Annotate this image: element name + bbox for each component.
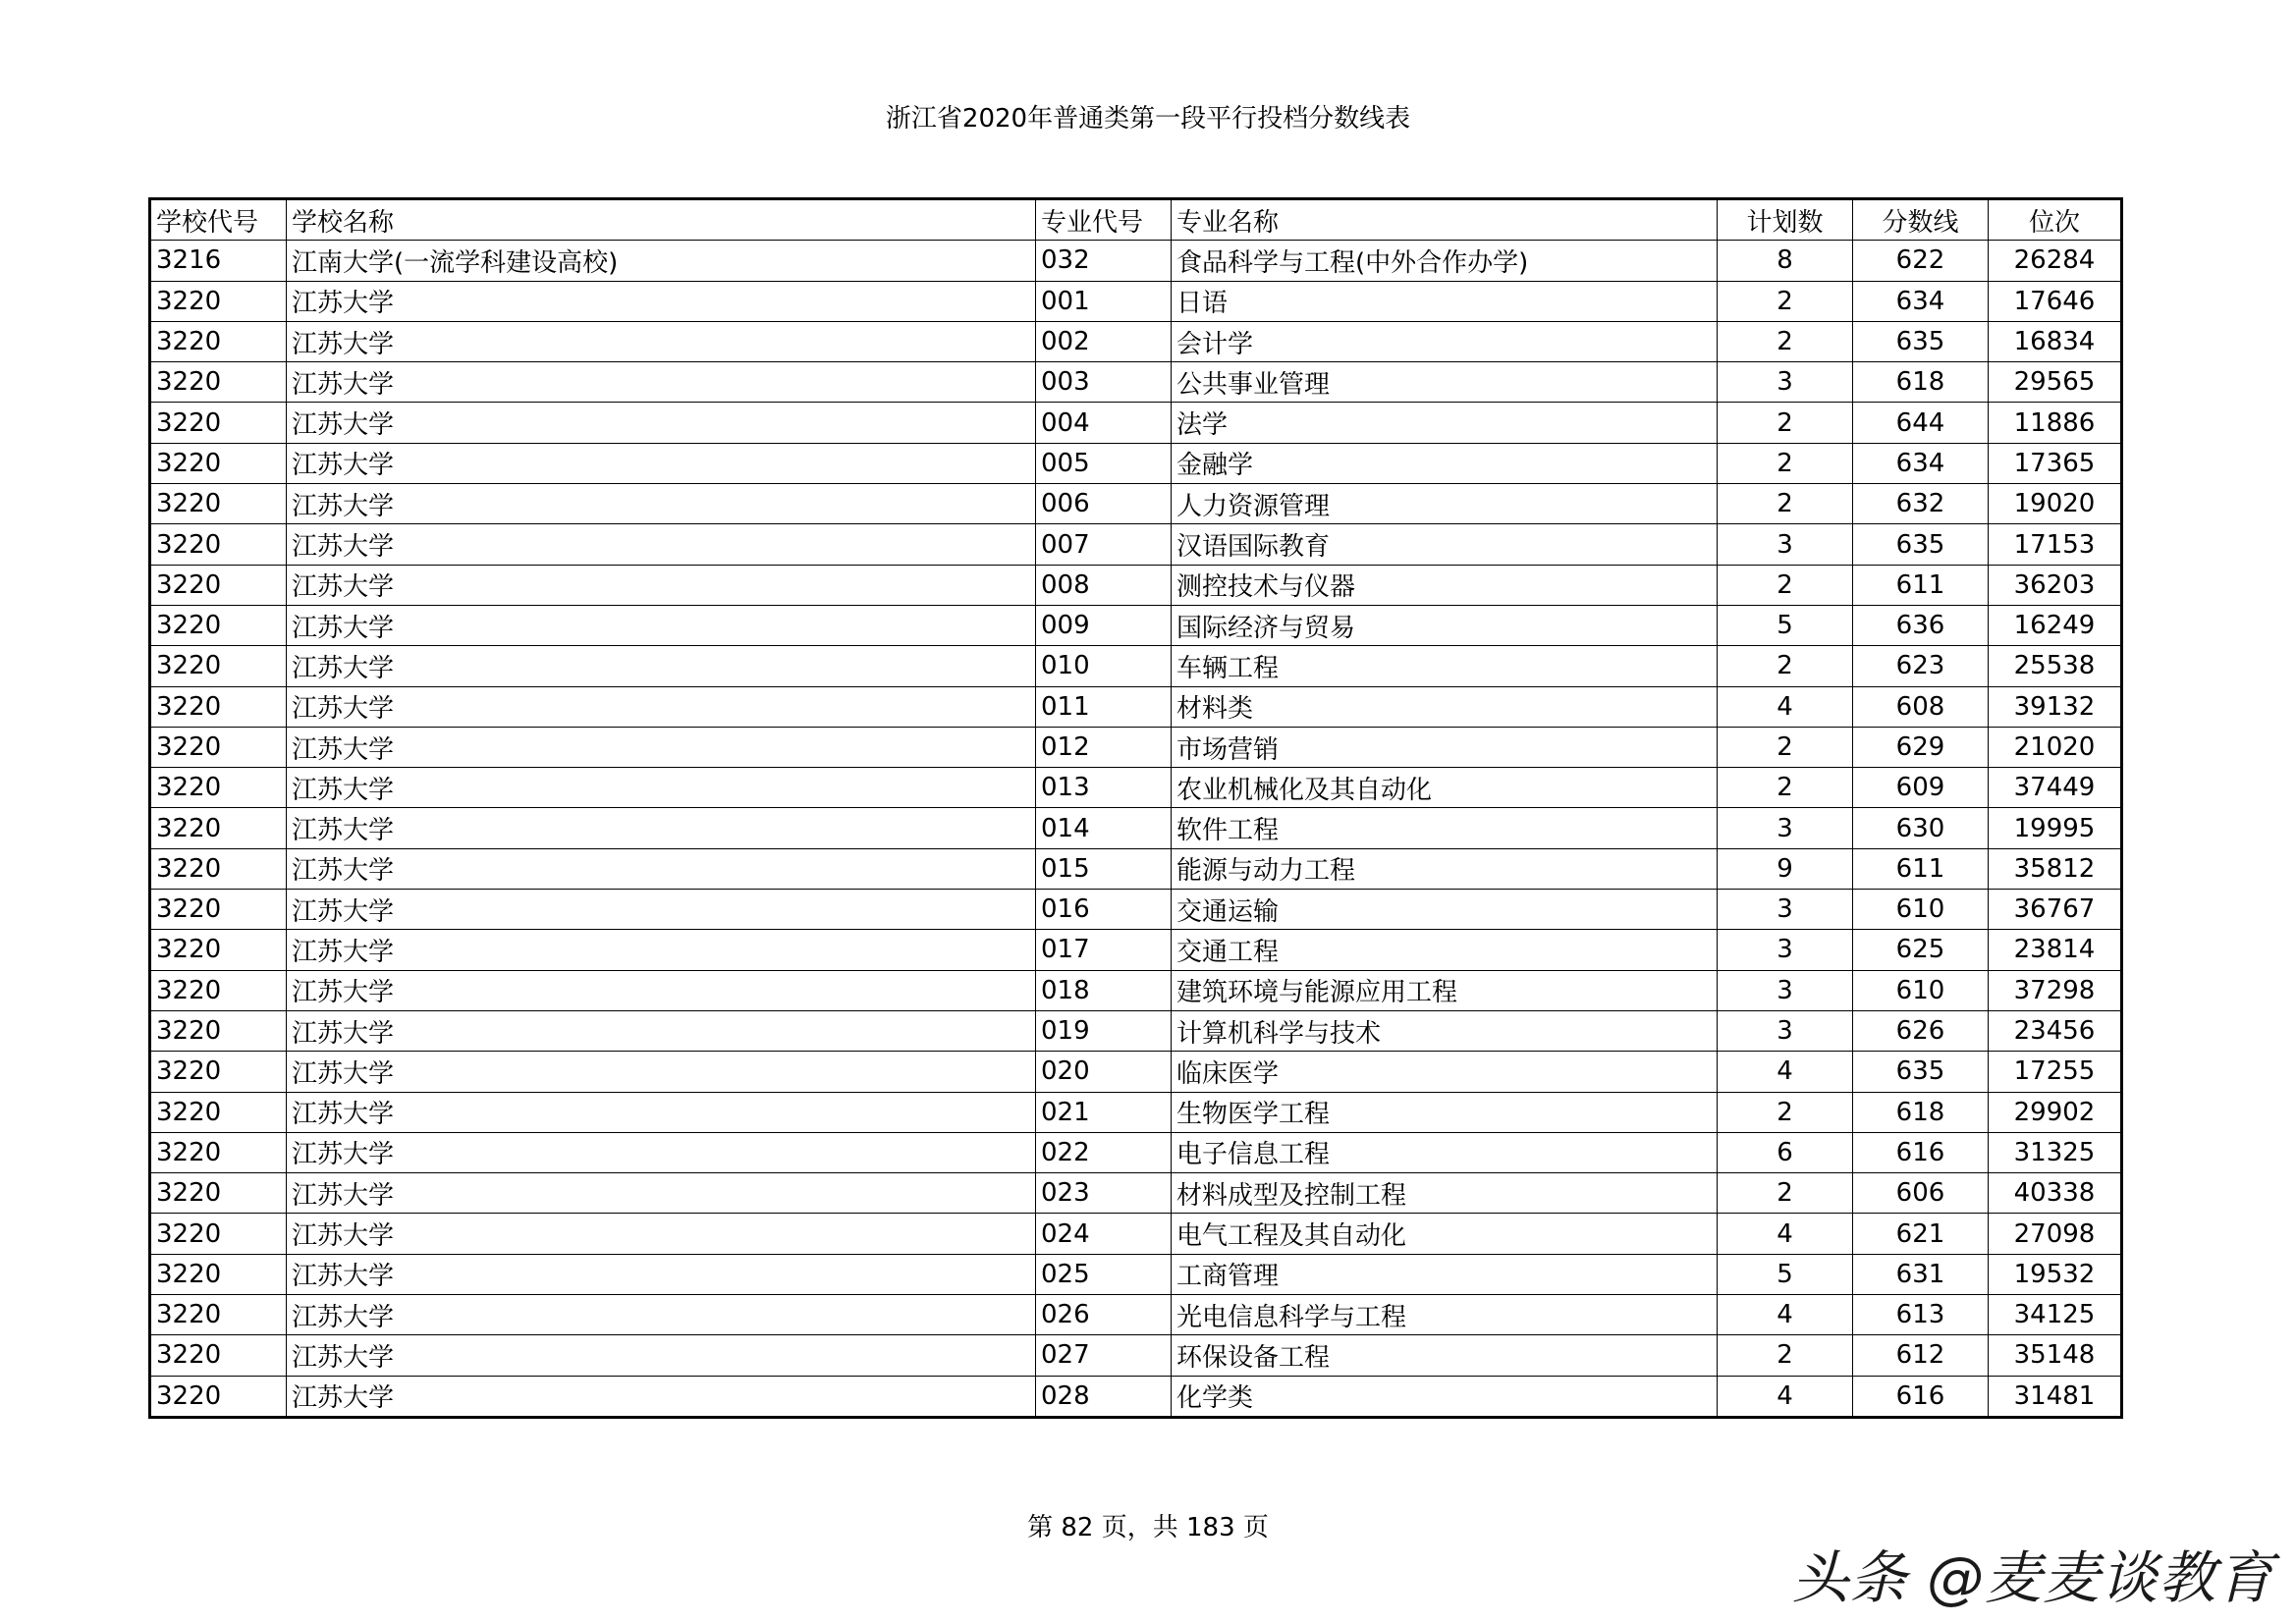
school-code-cell: 3220 <box>150 1376 287 1417</box>
rank-cell: 25538 <box>1989 646 2122 686</box>
major-name-cell: 计算机科学与技术 <box>1172 1010 1718 1051</box>
major-name-cell: 材料成型及控制工程 <box>1172 1173 1718 1214</box>
major-code-cell: 011 <box>1036 686 1172 727</box>
rank-cell: 11886 <box>1989 403 2122 443</box>
plan-count-cell: 4 <box>1718 1214 1853 1254</box>
score-line-cell: 629 <box>1853 727 1989 767</box>
rank-cell: 27098 <box>1989 1214 2122 1254</box>
rank-cell: 31325 <box>1989 1132 2122 1172</box>
major-name-cell: 化学类 <box>1172 1376 1718 1417</box>
school-code-cell: 3220 <box>150 1295 287 1335</box>
table-header-row <box>150 199 2122 241</box>
table-row <box>150 565 2122 605</box>
score-line-cell: 644 <box>1853 403 1989 443</box>
plan-count-cell: 3 <box>1718 524 1853 565</box>
major-code-cell: 007 <box>1036 524 1172 565</box>
major-code-cell: 006 <box>1036 484 1172 524</box>
score-line-cell: 612 <box>1853 1335 1989 1376</box>
major-name-cell: 环保设备工程 <box>1172 1335 1718 1376</box>
col-header-score-line: 分数线 <box>1853 199 1989 241</box>
table-row <box>150 1295 2122 1335</box>
score-line-cell: 636 <box>1853 605 1989 645</box>
school-code-cell: 3220 <box>150 1254 287 1294</box>
table-row <box>150 890 2122 930</box>
school-name-cell: 江苏大学 <box>287 808 1036 848</box>
table-row <box>150 646 2122 686</box>
school-name-cell: 江苏大学 <box>287 1376 1036 1417</box>
rank-cell: 26284 <box>1989 241 2122 281</box>
school-name-cell: 江苏大学 <box>287 524 1036 565</box>
school-name-cell: 江苏大学 <box>287 1052 1036 1092</box>
school-code-cell: 3220 <box>150 1092 287 1132</box>
table-row <box>150 727 2122 767</box>
school-code-cell: 3220 <box>150 403 287 443</box>
school-name-cell: 江苏大学 <box>287 1254 1036 1294</box>
school-name-cell: 江苏大学 <box>287 605 1036 645</box>
school-name-cell: 江苏大学 <box>287 1132 1036 1172</box>
school-code-cell: 3220 <box>150 362 287 403</box>
major-code-cell: 027 <box>1036 1335 1172 1376</box>
school-name-cell: 江苏大学 <box>287 890 1036 930</box>
plan-count-cell: 2 <box>1718 281 1853 321</box>
major-name-cell: 法学 <box>1172 403 1718 443</box>
major-code-cell: 002 <box>1036 321 1172 361</box>
school-name-cell: 江苏大学 <box>287 321 1036 361</box>
major-code-cell: 013 <box>1036 768 1172 808</box>
major-code-cell: 020 <box>1036 1052 1172 1092</box>
school-code-cell: 3216 <box>150 241 287 281</box>
school-name-cell: 江苏大学 <box>287 686 1036 727</box>
plan-count-cell: 2 <box>1718 1173 1853 1214</box>
major-code-cell: 008 <box>1036 565 1172 605</box>
table-row <box>150 484 2122 524</box>
table-row <box>150 1052 2122 1092</box>
rank-cell: 19995 <box>1989 808 2122 848</box>
major-code-cell: 014 <box>1036 808 1172 848</box>
rank-cell: 23814 <box>1989 930 2122 970</box>
major-name-cell: 食品科学与工程(中外合作办学) <box>1172 241 1718 281</box>
rank-cell: 17153 <box>1989 524 2122 565</box>
school-name-cell: 江苏大学 <box>287 403 1036 443</box>
school-name-cell: 江苏大学 <box>287 362 1036 403</box>
school-code-cell: 3220 <box>150 443 287 483</box>
major-name-cell: 交通运输 <box>1172 890 1718 930</box>
rank-cell: 35148 <box>1989 1335 2122 1376</box>
major-name-cell: 测控技术与仪器 <box>1172 565 1718 605</box>
score-line-cell: 621 <box>1853 1214 1989 1254</box>
plan-count-cell: 2 <box>1718 768 1853 808</box>
school-name-cell: 江苏大学 <box>287 565 1036 605</box>
table-row <box>150 1010 2122 1051</box>
school-code-cell: 3220 <box>150 768 287 808</box>
major-name-cell: 公共事业管理 <box>1172 362 1718 403</box>
table-row <box>150 1173 2122 1214</box>
col-header-major-code: 专业代号 <box>1036 199 1172 241</box>
school-code-cell: 3220 <box>150 1214 287 1254</box>
score-line-cell: 625 <box>1853 930 1989 970</box>
score-line-cell: 606 <box>1853 1173 1989 1214</box>
school-code-cell: 3220 <box>150 565 287 605</box>
rank-cell: 29902 <box>1989 1092 2122 1132</box>
plan-count-cell: 2 <box>1718 443 1853 483</box>
major-name-cell: 能源与动力工程 <box>1172 848 1718 889</box>
school-name-cell: 江苏大学 <box>287 848 1036 889</box>
school-name-cell: 江苏大学 <box>287 1295 1036 1335</box>
rank-cell: 40338 <box>1989 1173 2122 1214</box>
major-code-cell: 028 <box>1036 1376 1172 1417</box>
col-header-school-name: 学校名称 <box>287 199 1036 241</box>
table-row <box>150 524 2122 565</box>
major-code-cell: 001 <box>1036 281 1172 321</box>
rank-cell: 37449 <box>1989 768 2122 808</box>
major-name-cell: 电子信息工程 <box>1172 1132 1718 1172</box>
major-code-cell: 015 <box>1036 848 1172 889</box>
col-header-school-code: 学校代号 <box>150 199 287 241</box>
major-name-cell: 汉语国际教育 <box>1172 524 1718 565</box>
plan-count-cell: 2 <box>1718 484 1853 524</box>
rank-cell: 29565 <box>1989 362 2122 403</box>
document-title: 浙江省2020年普通类第一段平行投档分数线表 <box>885 104 1411 134</box>
major-code-cell: 017 <box>1036 930 1172 970</box>
score-line-cell: 610 <box>1853 890 1989 930</box>
table-row <box>150 241 2122 281</box>
major-name-cell: 日语 <box>1172 281 1718 321</box>
school-code-cell: 3220 <box>150 524 287 565</box>
school-name-cell: 江苏大学 <box>287 727 1036 767</box>
plan-count-cell: 8 <box>1718 241 1853 281</box>
score-line-cell: 635 <box>1853 1052 1989 1092</box>
school-code-cell: 3220 <box>150 1010 287 1051</box>
plan-count-cell: 5 <box>1718 605 1853 645</box>
plan-count-cell: 3 <box>1718 1010 1853 1051</box>
school-code-cell: 3220 <box>150 890 287 930</box>
major-code-cell: 019 <box>1036 1010 1172 1051</box>
table-row <box>150 1376 2122 1417</box>
table-row <box>150 1335 2122 1376</box>
rank-cell: 39132 <box>1989 686 2122 727</box>
table-row <box>150 768 2122 808</box>
score-line-cell: 608 <box>1853 686 1989 727</box>
school-name-cell: 江苏大学 <box>287 1214 1036 1254</box>
score-line-cell: 635 <box>1853 321 1989 361</box>
table-row <box>150 281 2122 321</box>
major-code-cell: 021 <box>1036 1092 1172 1132</box>
score-line-cell: 622 <box>1853 241 1989 281</box>
school-name-cell: 江苏大学 <box>287 1335 1036 1376</box>
table-row <box>150 930 2122 970</box>
score-line-cell: 635 <box>1853 524 1989 565</box>
rank-cell: 17255 <box>1989 1052 2122 1092</box>
major-code-cell: 003 <box>1036 362 1172 403</box>
rank-cell: 19532 <box>1989 1254 2122 1294</box>
score-line-cell: 632 <box>1853 484 1989 524</box>
school-code-cell: 3220 <box>150 848 287 889</box>
page-footer: 第 82 页，共 183 页 <box>1027 1513 1269 1542</box>
rank-cell: 36767 <box>1989 890 2122 930</box>
school-name-cell: 江苏大学 <box>287 970 1036 1010</box>
admission-score-table <box>148 197 2123 1419</box>
major-code-cell: 023 <box>1036 1173 1172 1214</box>
major-name-cell: 工商管理 <box>1172 1254 1718 1294</box>
plan-count-cell: 5 <box>1718 1254 1853 1294</box>
school-name-cell: 江苏大学 <box>287 1173 1036 1214</box>
score-line-cell: 634 <box>1853 281 1989 321</box>
plan-count-cell: 3 <box>1718 930 1853 970</box>
rank-cell: 17365 <box>1989 443 2122 483</box>
school-code-cell: 3220 <box>150 1335 287 1376</box>
school-code-cell: 3220 <box>150 484 287 524</box>
major-name-cell: 人力资源管理 <box>1172 484 1718 524</box>
major-name-cell: 会计学 <box>1172 321 1718 361</box>
major-code-cell: 012 <box>1036 727 1172 767</box>
plan-count-cell: 4 <box>1718 1376 1853 1417</box>
school-code-cell: 3220 <box>150 281 287 321</box>
school-code-cell: 3220 <box>150 930 287 970</box>
col-header-rank: 位次 <box>1989 199 2122 241</box>
score-line-cell: 634 <box>1853 443 1989 483</box>
score-line-cell: 630 <box>1853 808 1989 848</box>
col-header-major-name: 专业名称 <box>1172 199 1718 241</box>
major-name-cell: 车辆工程 <box>1172 646 1718 686</box>
major-code-cell: 018 <box>1036 970 1172 1010</box>
score-line-cell: 611 <box>1853 565 1989 605</box>
score-line-cell: 609 <box>1853 768 1989 808</box>
plan-count-cell: 3 <box>1718 808 1853 848</box>
plan-count-cell: 2 <box>1718 727 1853 767</box>
rank-cell: 35812 <box>1989 848 2122 889</box>
table-row <box>150 1254 2122 1294</box>
major-code-cell: 009 <box>1036 605 1172 645</box>
major-name-cell: 市场营销 <box>1172 727 1718 767</box>
plan-count-cell: 4 <box>1718 1052 1853 1092</box>
school-name-cell: 江苏大学 <box>287 484 1036 524</box>
rank-cell: 21020 <box>1989 727 2122 767</box>
plan-count-cell: 4 <box>1718 686 1853 727</box>
rank-cell: 37298 <box>1989 970 2122 1010</box>
school-name-cell: 江苏大学 <box>287 930 1036 970</box>
major-name-cell: 国际经济与贸易 <box>1172 605 1718 645</box>
rank-cell: 16834 <box>1989 321 2122 361</box>
table-row <box>150 686 2122 727</box>
school-code-cell: 3220 <box>150 808 287 848</box>
score-line-cell: 610 <box>1853 970 1989 1010</box>
plan-count-cell: 9 <box>1718 848 1853 889</box>
score-line-cell: 616 <box>1853 1376 1989 1417</box>
table-row <box>150 848 2122 889</box>
major-code-cell: 026 <box>1036 1295 1172 1335</box>
school-code-cell: 3220 <box>150 646 287 686</box>
major-code-cell: 025 <box>1036 1254 1172 1294</box>
major-name-cell: 金融学 <box>1172 443 1718 483</box>
major-name-cell: 建筑环境与能源应用工程 <box>1172 970 1718 1010</box>
score-line-cell: 631 <box>1853 1254 1989 1294</box>
plan-count-cell: 2 <box>1718 1335 1853 1376</box>
watermark: 头条 @麦麦谈教育 <box>1791 1544 2274 1611</box>
school-name-cell: 江南大学(一流学科建设高校) <box>287 241 1036 281</box>
school-name-cell: 江苏大学 <box>287 1010 1036 1051</box>
score-line-cell: 611 <box>1853 848 1989 889</box>
major-code-cell: 010 <box>1036 646 1172 686</box>
plan-count-cell: 2 <box>1718 403 1853 443</box>
school-name-cell: 江苏大学 <box>287 768 1036 808</box>
major-name-cell: 材料类 <box>1172 686 1718 727</box>
table-row <box>150 605 2122 645</box>
school-name-cell: 江苏大学 <box>287 443 1036 483</box>
school-name-cell: 江苏大学 <box>287 281 1036 321</box>
score-line-cell: 618 <box>1853 1092 1989 1132</box>
major-code-cell: 032 <box>1036 241 1172 281</box>
plan-count-cell: 2 <box>1718 321 1853 361</box>
table-row <box>150 1132 2122 1172</box>
major-code-cell: 016 <box>1036 890 1172 930</box>
school-code-cell: 3220 <box>150 970 287 1010</box>
table-row <box>150 443 2122 483</box>
plan-count-cell: 3 <box>1718 362 1853 403</box>
school-name-cell: 江苏大学 <box>287 1092 1036 1132</box>
plan-count-cell: 3 <box>1718 970 1853 1010</box>
school-code-cell: 3220 <box>150 686 287 727</box>
table-row <box>150 808 2122 848</box>
table-row <box>150 321 2122 361</box>
major-name-cell: 生物医学工程 <box>1172 1092 1718 1132</box>
major-name-cell: 软件工程 <box>1172 808 1718 848</box>
school-code-cell: 3220 <box>150 605 287 645</box>
rank-cell: 23456 <box>1989 1010 2122 1051</box>
plan-count-cell: 2 <box>1718 1092 1853 1132</box>
plan-count-cell: 3 <box>1718 890 1853 930</box>
score-line-cell: 618 <box>1853 362 1989 403</box>
table-row <box>150 1214 2122 1254</box>
rank-cell: 36203 <box>1989 565 2122 605</box>
school-code-cell: 3220 <box>150 1173 287 1214</box>
major-code-cell: 005 <box>1036 443 1172 483</box>
table-row <box>150 970 2122 1010</box>
major-name-cell: 交通工程 <box>1172 930 1718 970</box>
school-code-cell: 3220 <box>150 1132 287 1172</box>
plan-count-cell: 4 <box>1718 1295 1853 1335</box>
major-code-cell: 022 <box>1036 1132 1172 1172</box>
school-code-cell: 3220 <box>150 1052 287 1092</box>
major-code-cell: 004 <box>1036 403 1172 443</box>
rank-cell: 16249 <box>1989 605 2122 645</box>
plan-count-cell: 2 <box>1718 565 1853 605</box>
score-line-cell: 613 <box>1853 1295 1989 1335</box>
rank-cell: 17646 <box>1989 281 2122 321</box>
score-line-cell: 616 <box>1853 1132 1989 1172</box>
table-row <box>150 362 2122 403</box>
major-name-cell: 农业机械化及其自动化 <box>1172 768 1718 808</box>
school-code-cell: 3220 <box>150 321 287 361</box>
major-name-cell: 电气工程及其自动化 <box>1172 1214 1718 1254</box>
table-row <box>150 403 2122 443</box>
plan-count-cell: 6 <box>1718 1132 1853 1172</box>
major-name-cell: 临床医学 <box>1172 1052 1718 1092</box>
col-header-plan-count: 计划数 <box>1718 199 1853 241</box>
major-code-cell: 024 <box>1036 1214 1172 1254</box>
rank-cell: 19020 <box>1989 484 2122 524</box>
school-code-cell: 3220 <box>150 727 287 767</box>
rank-cell: 34125 <box>1989 1295 2122 1335</box>
major-name-cell: 光电信息科学与工程 <box>1172 1295 1718 1335</box>
school-name-cell: 江苏大学 <box>287 646 1036 686</box>
plan-count-cell: 2 <box>1718 646 1853 686</box>
score-line-cell: 626 <box>1853 1010 1989 1051</box>
score-line-cell: 623 <box>1853 646 1989 686</box>
table-row <box>150 1092 2122 1132</box>
rank-cell: 31481 <box>1989 1376 2122 1417</box>
